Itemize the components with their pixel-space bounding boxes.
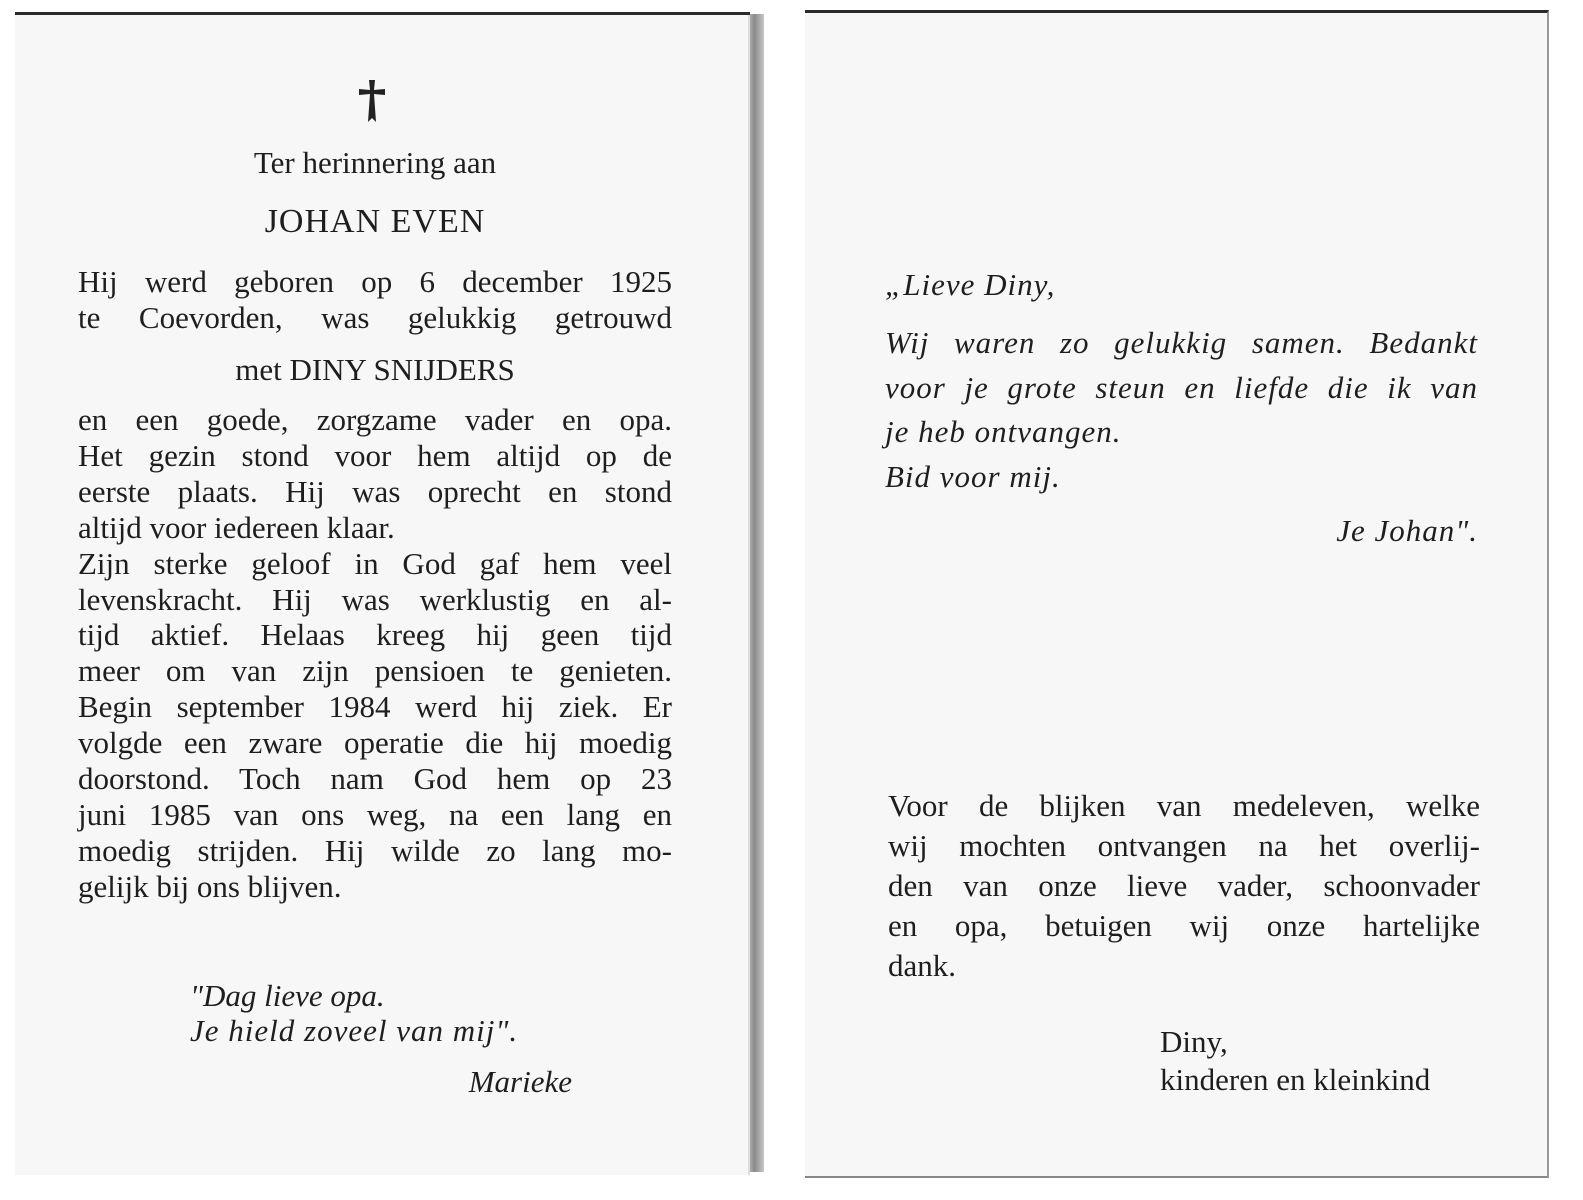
- body-line: volgde een zware operatie die hij moedig: [78, 725, 672, 761]
- letter-signature: Je Johan".: [1336, 513, 1478, 548]
- body-line: Het gezin stond voor hem altijd op de: [78, 437, 672, 473]
- quote-line: Je hield zoveel van mij".: [190, 1013, 519, 1048]
- thanks-line: en opa, betuigen wij onze hartelijke: [888, 908, 1480, 943]
- body-line: altijd voor iedereen klaar.: [78, 509, 395, 545]
- letter-greeting: „Lieve Diny,: [885, 267, 1056, 302]
- body-line: moedig strijden. Hij wilde zo lang mo-: [78, 832, 672, 868]
- body-line: en een goede, zorgzame vader en opa.: [78, 402, 672, 437]
- cross-icon: [357, 78, 387, 124]
- card-edge: [748, 14, 764, 1172]
- letter-line: je heb ontvangen.: [885, 414, 1122, 449]
- letter-line: voor je grote steun en liefde die ik van: [885, 369, 1478, 405]
- body-line: juni 1985 van ons weg, na een lang en: [78, 796, 672, 832]
- intro-line: Hij werd geboren op 6 december 1925: [78, 264, 672, 299]
- body-line: doorstond. Toch nam God hem op 23: [78, 761, 672, 796]
- signoff-line: Diny,: [1160, 1024, 1228, 1059]
- body-line: gelijk bij ons blijven.: [78, 868, 342, 904]
- letter-line: Wij waren zo gelukkig samen. Bedankt: [885, 325, 1478, 360]
- deceased-name: JOHAN EVEN: [264, 203, 486, 240]
- quote-line: "Dag lieve opa.: [190, 978, 385, 1013]
- intro-line: te Coevorden, was gelukkig getrouwd: [78, 300, 672, 335]
- thanks-line: den van onze lieve vader, schoonvader: [888, 868, 1480, 903]
- body-line: meer om van zijn pensioen te genieten.: [78, 653, 672, 689]
- body-line: levenskracht. Hij was werklustig en al-: [78, 581, 672, 617]
- signoff-line: kinderen en kleinkind: [1160, 1062, 1431, 1097]
- quote-author: Marieke: [468, 1064, 572, 1099]
- heading: Ter herinnering aan: [253, 145, 497, 180]
- memorial-card-back: [805, 10, 1549, 1178]
- body-line: Begin september 1984 werd hij ziek. Er: [78, 689, 672, 725]
- body-line: tijd aktief. Helaas kreeg hij geen tijd: [78, 617, 672, 653]
- letter-line: Bid voor mij.: [885, 458, 1061, 494]
- thanks-line: dank.: [888, 948, 957, 983]
- thanks-line: wij mochten ontvangen na het overlij-: [888, 828, 1480, 863]
- spouse-line: met DINY SNIJDERS: [235, 352, 515, 387]
- body-line: Zijn sterke geloof in God gaf hem veel: [78, 545, 672, 581]
- body-line: eerste plaats. Hij was oprecht en stond: [78, 473, 672, 509]
- thanks-line: Voor de blijken van medeleven, welke: [888, 788, 1480, 823]
